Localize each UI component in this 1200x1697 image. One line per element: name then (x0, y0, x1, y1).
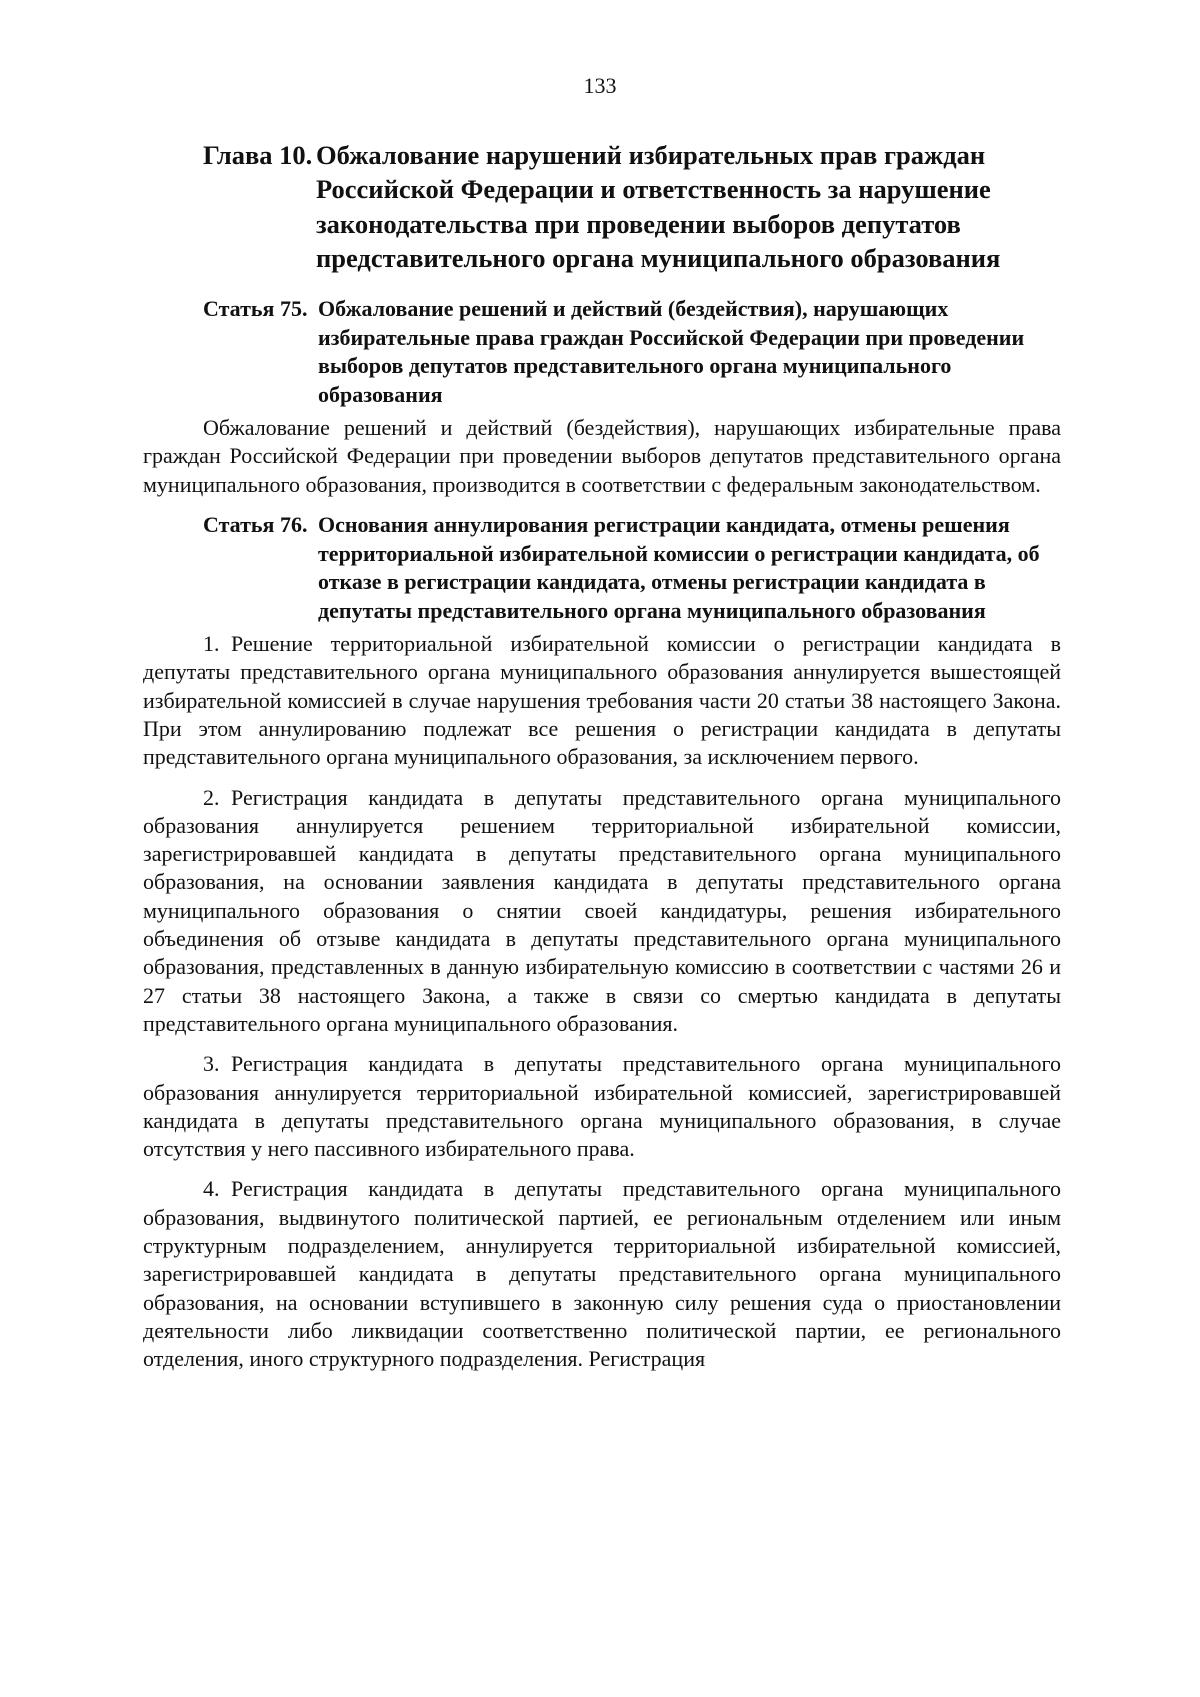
article-76-label: Статья 76. (203, 512, 308, 538)
article-75-title: Обжалование решений и действий (бездействия), нарушающих избирательные права граждан Российской Федерации при проведении выборов депутатов представительного органа муниципального образования (318, 296, 1025, 407)
chapter-heading (143, 138, 1061, 275)
article-75-label: Статья 75. (203, 296, 308, 322)
document-content (143, 138, 1061, 1374)
chapter-title: Обжалование нарушений избирательных прав граждан Российской Федерации и ответственность за нарушение законодательства при проведении выборов депутатов представительного органа муниципального образования (316, 140, 1001, 273)
item-number: 4. (203, 1176, 220, 1202)
article-76-title: Основания аннулирования регистрации кандидата, отмены решения территориальной избирательной комиссии о регистрации кандидата, об отказе в регистрации кандидата, отмены регистрации кандидата в депутаты представительного органа муниципального образования (318, 512, 1040, 623)
article-76-heading (143, 511, 1061, 625)
chapter-label: Глава 10. (203, 140, 313, 170)
item-number: 1. (203, 631, 220, 657)
item-number: 2. (203, 784, 220, 810)
item-text: Регистрация кандидата в депутаты представительного органа муниципального образования аннулируется территориальной избирательной комиссией, зарегистрировавшей кандидата в депутаты представительного органа муниципального образования, в случае отсутствия у него пассивного избирательного права. (143, 1051, 1061, 1162)
article-75-heading (143, 295, 1061, 409)
page-number: 133 (583, 73, 617, 98)
article-76-item-4 (143, 1175, 1061, 1373)
item-text: Решение территориальной избирательной комиссии о регистрации кандидата в депутаты представительного органа муниципального образования аннулируется вышестоящей избирательной комиссией в случае нарушения требования части 20 статьи 38 настоящего Закона. При этом аннулированию подлежат все решения о регистрации кандидата в депутаты представительного органа муниципального образования, за исключением первого. (143, 631, 1061, 770)
article-76-item-3 (143, 1050, 1061, 1163)
article-75-text: Обжалование решений и действий (бездействия), нарушающих избирательные права граждан Российской Федерации при проведении выборов депутатов представительного органа муниципального образования, производится в соответствии с федеральным законодательством. (143, 415, 1061, 497)
article-76-item-2 (143, 784, 1061, 1039)
article-76-item-1 (143, 630, 1061, 771)
item-text: Регистрация кандидата в депутаты представительного органа муниципального образования, выдвинутого политической партией, ее региональным отделением или иным структурным подразделением, аннулируется территориальной избирательной комиссией, зарегистрировавшей кандидата в депутаты представительного органа муниципального образования, на основании вступившего в законную силу решения суда о приостановлении деятельности либо ликвидации соответственно политической партии, ее регионального отделения, иного структурного подразделения. Регистрация (143, 1176, 1061, 1372)
item-text: Регистрация кандидата в депутаты представительного органа муниципального образования аннулируется решением территориальной избирательной комиссии, зарегистрировавшей кандидата в депутаты представительного органа муниципального образования, на основании заявления кандидата в депутаты представительного органа муниципального образования о снятии своей кандидатуры, решения избирательного объединения об отзыве кандидата в депутаты представительного органа муниципального образования, представленных в данную избирательную комиссию в соответствии с частями 26 и 27 статьи 38 настоящего Закона, а также в связи со смертью кандидата в депутаты представительного органа муниципального образования. (143, 784, 1061, 1036)
item-number: 3. (203, 1051, 220, 1077)
